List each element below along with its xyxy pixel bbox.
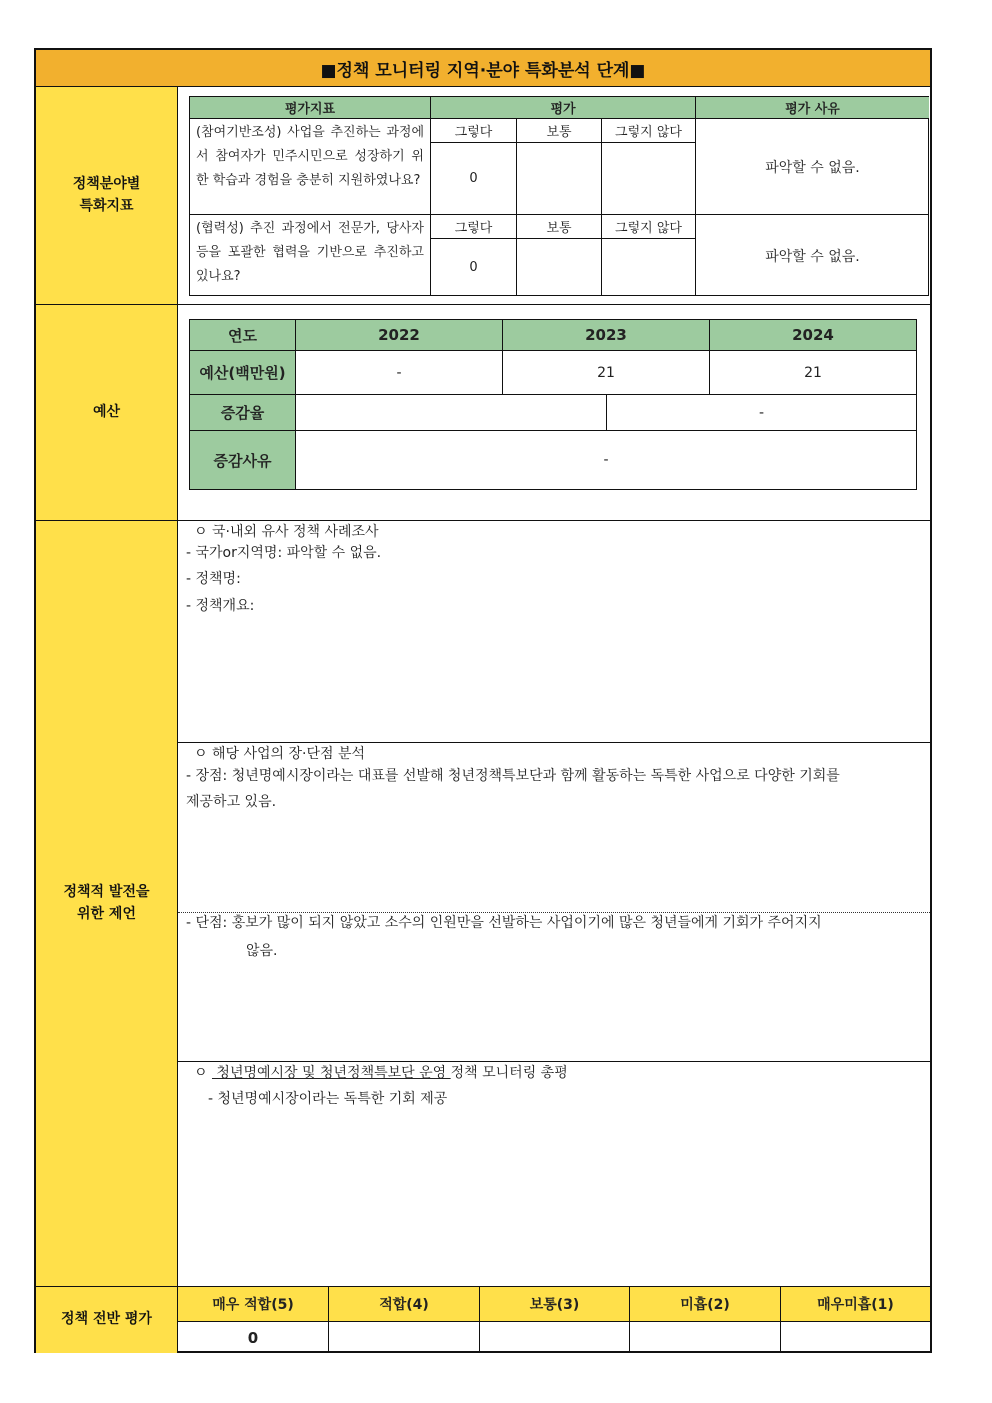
indicator-section-label	[36, 87, 178, 305]
rating-label-4: 적합(4)	[329, 1287, 480, 1322]
summary-heading	[194, 1060, 568, 1086]
mark-no-1	[602, 143, 696, 215]
mark-no-2	[602, 239, 696, 296]
budget-label: 예산(백만원)	[190, 351, 296, 395]
rating-mark-3	[480, 1322, 630, 1353]
reason-1: 파악할 수 없음.	[696, 119, 929, 215]
option-yes-2: 그렇다	[431, 215, 517, 239]
budget-section-label	[36, 305, 178, 521]
budget-table	[189, 319, 917, 490]
mark-yes-2: 0	[431, 239, 517, 296]
summary-underlined: 청년명예시장 및 청년정책특보단 운영	[211, 1065, 451, 1081]
budget-label-text: 예산	[92, 404, 121, 421]
case-heading: ㅇ 국·내외 유사 정책 사례조사	[194, 524, 379, 540]
mark-yes-1: 0	[431, 143, 517, 215]
question-2: (협력성) 추진 과정에서 전문가, 당사자 등을 포괄한 협력을 기반으로 추진하고 있나요?	[190, 215, 431, 296]
pros-line-1: - 장점: 청년명예시장이라는 대표를 선발해 청년정책특보단과 함께 활동하는 독특한 사업으로 다양한 기회를	[186, 768, 840, 784]
option-no-1: 그렇지 않다	[602, 119, 696, 143]
option-normal-2: 보통	[517, 215, 602, 239]
reason-label: 증감사유	[190, 431, 296, 489]
rating-label-1: 매우미흡(1)	[781, 1287, 930, 1322]
summary-item: - 청년명예시장이라는 독특한 기회 제공	[208, 1091, 448, 1107]
option-yes-1: 그렇다	[431, 119, 517, 143]
question-1: (참여기반조성) 사업을 추진하는 과정에서 참여자가 민주시민으로 성장하기 위한 학습과 경험을 충분히 지원하였나요?	[190, 119, 431, 215]
case-overview: - 정책개요:	[186, 598, 255, 614]
reason-value: -	[603, 452, 609, 468]
header-evaluation: 평가	[431, 97, 696, 119]
case-country: - 국가or지역명: 파악할 수 없음.	[186, 545, 382, 561]
rating-mark-1	[781, 1322, 930, 1353]
cons-line-1: - 단점: 홍보가 많이 되지 않았고 소수의 인원만을 선발하는 사업이기에 많은 청년들에게 기회가 주어지지	[186, 915, 822, 931]
indicator-label-text: 정책분야별 특화지표	[72, 176, 141, 214]
rating-mark-4	[329, 1322, 480, 1353]
rating-label-2: 미흡(2)	[630, 1287, 781, 1322]
year-label: 연도	[190, 320, 296, 351]
policy-monitoring-form	[34, 48, 932, 1353]
cons-line-2: 않음.	[246, 943, 278, 959]
year-2024: 2024	[710, 320, 916, 351]
rating-mark-2	[630, 1322, 781, 1353]
budget-2023: 21	[503, 351, 710, 395]
header-indicator: 평가지표	[190, 97, 431, 119]
pros-line-2: 제공하고 있음.	[186, 794, 277, 810]
proposal-label-text: 정책적 발전을 위한 제언	[63, 884, 150, 922]
rating-label-5: 매우 적합(5)	[178, 1287, 329, 1322]
indicator-table	[189, 96, 929, 296]
analysis-heading: ㅇ 해당 사업의 장·단점 분석	[194, 746, 366, 762]
budget-2022: -	[296, 351, 503, 395]
rate-label: 증감율	[190, 395, 296, 431]
year-2023: 2023	[503, 320, 710, 351]
proposal-section-label	[36, 521, 178, 1287]
year-2022: 2022	[296, 320, 503, 351]
summary-prefix: ㅇ	[194, 1065, 212, 1081]
case-policy-name: - 정책명:	[186, 571, 241, 587]
overall-label-text: 정책 전반 평가	[61, 1311, 152, 1328]
form-title: ■정책 모니터링 지역·분야 특화분석 단계■	[36, 50, 930, 87]
mark-normal-2	[517, 239, 602, 296]
rate-first	[296, 395, 607, 431]
overall-section-label	[36, 1287, 178, 1353]
rating-label-3: 보통(3)	[480, 1287, 630, 1322]
summary-suffix: 정책 모니터링 총평	[450, 1065, 568, 1081]
rating-mark-5: 0	[178, 1322, 329, 1353]
mark-normal-1	[517, 143, 602, 215]
option-no-2: 그렇지 않다	[602, 215, 696, 239]
header-reason: 평가 사유	[696, 97, 929, 119]
budget-2024: 21	[710, 351, 916, 395]
reason-2: 파악할 수 없음.	[765, 248, 860, 265]
rate-second: -	[607, 395, 916, 431]
option-normal-1: 보통	[517, 119, 602, 143]
